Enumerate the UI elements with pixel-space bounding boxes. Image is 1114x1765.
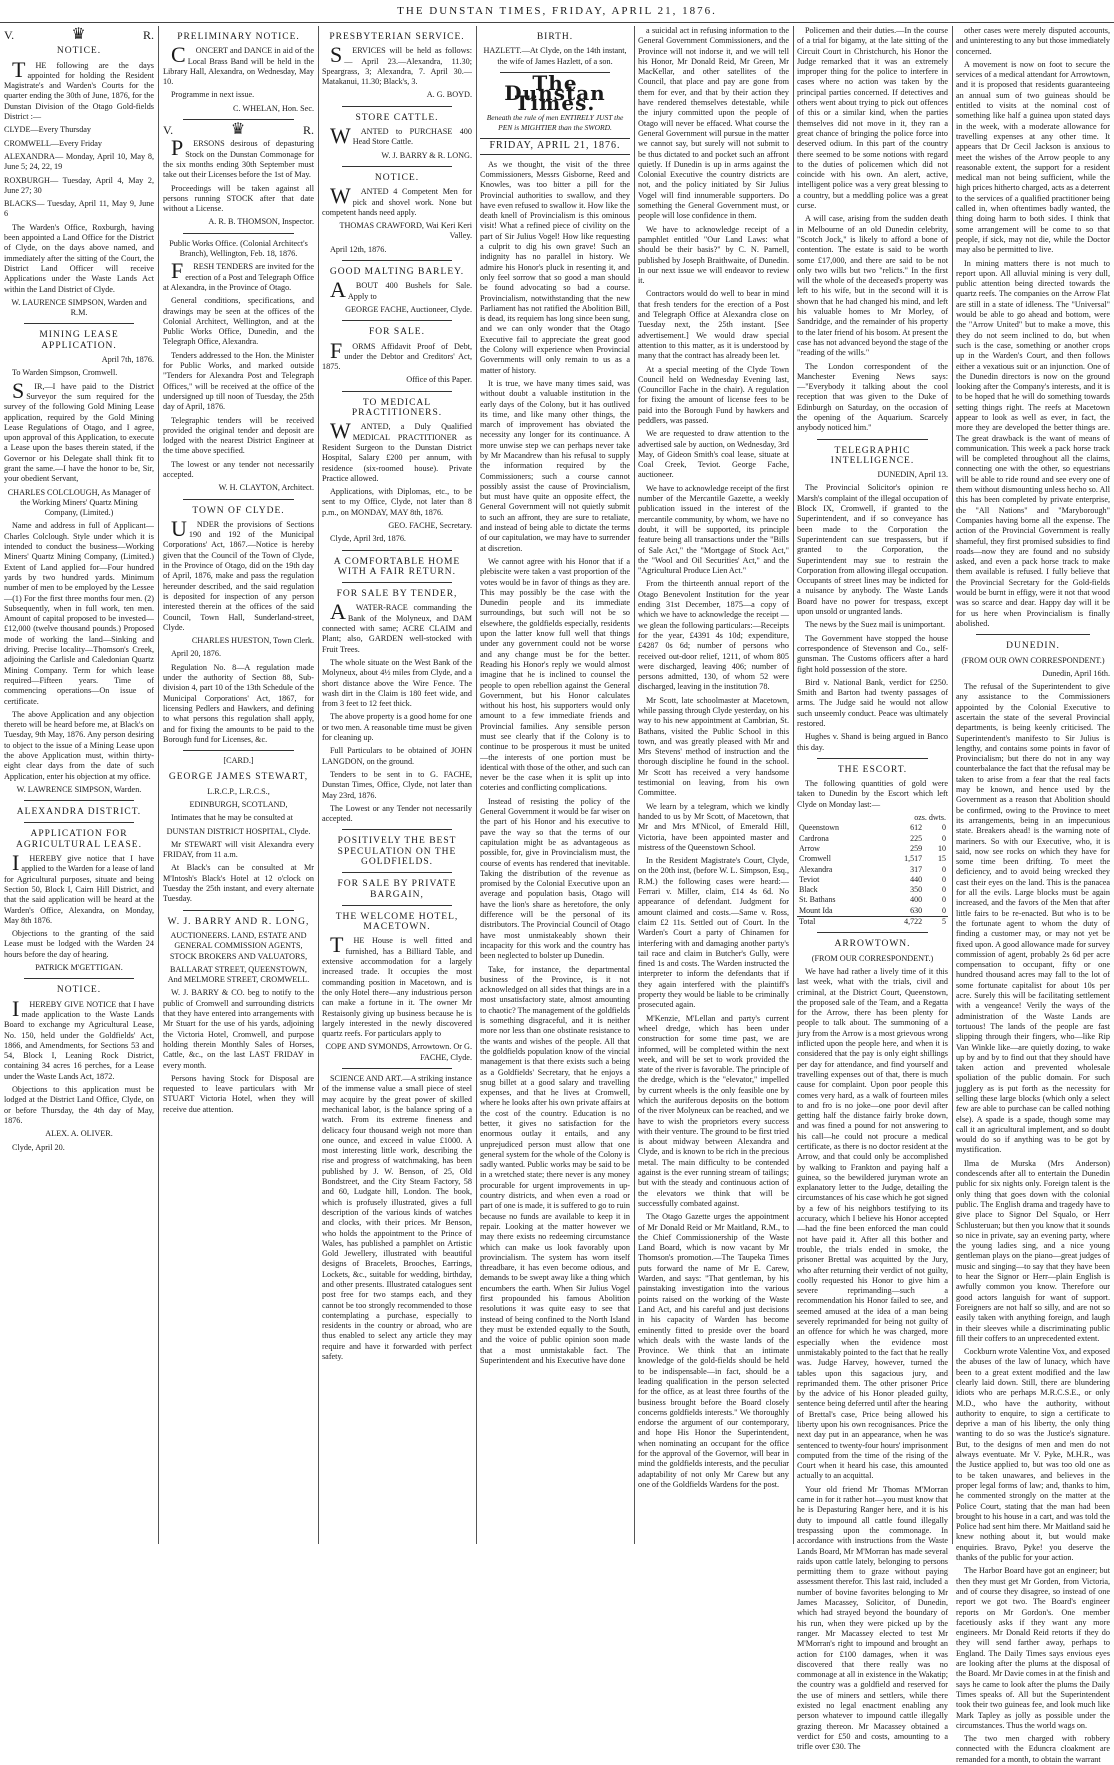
crown-icon: ♛ <box>230 121 246 139</box>
crown-icon: ♛ <box>71 26 86 43</box>
column-5: a suicidal act in refusing information to the General Government Commissioners, and the Province will not indorse it, and we will tell his Honor, Mr Donald Reid, Mr Green, Mr MacKellar, and other satellites of the Council, that place and pay are gone from them for ever, and that by their action they have rendered themselves detestable, while the injury committed upon the people of Otago will never be effaced. What course the General Government will pursue in the matter we cannot say, but surely will not submit to be thus dictated to and pocket such an affront quietly. If Dunedin is up in arms against the Colonial Executive the country districts are not, and the policy initiated by Sir Julius Vogel will find innumerable supporters. Do something the General Government must, or people will lose confidence in them. We have to acknowledge receipt of a pamphlet entitled "Our Land Laws: what should be their basis?" by C. N. Parnell, published by Joseph Braithwaite, of Dunedin. In our next issue we will endeavor to review it. Contractors would do well to bear in mind that fresh tenders for the erection of a Post and Telegraph Office at Alexandra close on Tuesday next, the 25th instant. [See advertisement.] We would draw special attention to this matter, as it is understood by many that the contract has already been let. At a special meeting of the Clyde Town Council held on Wednesday Evening last, (Councillor Fache in the chair). A regulation for fixing the amount of license fees to be paid into the Borough Fund by hawkers and peddlers, was passed. We are requested to draw attention to the advertised sale by auction, on Wednesday, 3rd May, of Gideon Smith's coal lease, situate at Coal Creek, Teviot. George Fache, auctioneer. We have to acknowledge receipt of the first number of the Mercantile Gazette, a weekly publication issued in the interest of the mercantile community, by whom, we have no doubt, it will be supported, its principle feature being all transactions under the "Bills of Sale Act," the "Mortgage of Stock Act," the "Wool and Oil Securities' Act," and the "Agricultural Produce Lien Act." From the thirteenth annual report of the Otago Benevolent Institution for the year ending 31st December, 1875—a copy of which we have to acknowledge the receipt —we glean the following particulars:—Receipts for the year, £4391 4s 10d; expenditure, £4287 0s 6d; number of persons who received out-door relief, 1211, of whom 805 were discharged, leaving 406; number of persons admitted, 130, of whom 52 were discharged, leaving in the institution 78. Mr Scott, late schoolmaster at Macetown, while passing through Clyde yesterday, on his way to his new appointment at Cambrian, St. Bathans, visited the Public School in this town, and was greatly pleased with Mr and Mrs Stevens' method of instruction and the thorough discipline he found in the school. Mr Scott has received a very handsome testimonial on leaving, from his own Committee. We learn by a telegram, which we kindly handed to us by Mr Scott, of Macetown, that Mr and Mrs M'Nicol, of Emerald Hill, Victoria, have been appointed master and mistress of the Queenstown School. In the Resident Magistrate's Court, Clyde, on the 20th inst, (before W. L. Simpson, Esq., R.M.) the following cases were heard:—Ferrari v. Miller, claim, £14 4s 6d. No appearance of defendant. Judgment for amount claimed and costs.—Same v. Ross, claim £2 11s. Settled out of Court. In the Warden's Court a party of Chinamen for interfering with and damaging another party's tail race and claim in Butcher's Gully, were fined 1s and costs. The Warden instructed the interpreter to inform the defendants that if they again interfered with the plaintiff's property they would be liable to be criminally prosecuted again. M'Kenzie, M'Lellan and party's current wheel dredge, which has been under construction for some time past, we are informed, will be completed within the next week, and will be set to work provided the state of the river is favorable. The principle of the dredge, which is the "elevator," impelled by current wheels is the only feasible one by which the auriferous deposits on the bottom of the river Molyneux can be reached, and we have to wish the proprietors every success with their venture. The ground to be first tried is about midway between Alexandra and Clyde, and is known to be rich in the precious metal. The main difficulty to be contended against is the ever running stream of tailings; but with the steady and continuous action of the elevators we think that will be successfully combated against. The Otago Gazette urges the appointment of Mr Donald Reid or Mr Maitland, R.M., to the Chief Commissionership of the Waste Land Board, which is now vacant by Mr Thomson's promotion.—The Taupeka Times puts forward the name of Mr E. Carew, Warden, and says: "That gentleman, by his painstaking investigation into the various points raised on the working of the Waste Land Act, and his careful and just decisions in his capacity of Warden has become eminently fitted to preside over the board which deals with the waste lands of the Province. We think that an intimate knowledge of the gold-fields should be held to be indispensable—in fact, should be a leading qualification in the person selected for the office, as at least three fourths of the business brought before the Board closely concerns goldfields interests." We thoroughly endorse the argument of our contemporary, and hope His Honor the Superintendent, when nominating an occupant for the office for the approval of the Governor, will bear in mind the goldfields interests, and the peculiar adaptability of not only Mr Carew but any one of the Goldfields Wardens for the post. <box>638 26 789 1489</box>
escort-row: Alexandra 317 0 <box>799 864 946 874</box>
escort-table: ozs. dwts. Queenstown 612 0 Cardrona 225 0 Arrow 259 10 Cromwell 1,517 15 Alexandra 317 0 Teviot 440 0 Black 350 0 St. Bathans 400 0 Mount Ida 630 0 Total 4,722 5 <box>799 813 946 927</box>
escort-row: St. Bathans 400 0 <box>799 895 946 905</box>
escort-row: Arrow 259 10 <box>799 843 946 853</box>
escort-row: Mount Ida 630 0 <box>799 905 946 915</box>
escort-row: Teviot 440 0 <box>799 874 946 884</box>
issue-date: FRIDAY, APRIL 21, 1876. <box>480 138 630 154</box>
column-3: PRESBYTERIAN SERVICE. SERVICES will be held as follows:— April 23.—Alexandra, 11.30; Speargrass, 3; Alexandra, 7. April 30.—Matakanui, 11.30; Black's, 3. A. G. BOYD. STORE CATTLE. WANTED to PURCHASE 400 Head Store Cattle. W. J. BARRY & R. LONG. NOTICE. WANTED 4 Competent Men for pick and shovel work. None but competent hands need apply. THOMAS CRAWFORD, Wai Keri Keri Valley. April 12th, 1876. GOOD MALTING BARLEY. ABOUT 400 Bushels for Sale. Apply to GEORGE FACHE, Auctioneer, Clyde. FOR SALE. FORMS Affidavit Proof of Debt, under the Debtor and Creditors' Act, 1875. Office of this Paper. TO MEDICAL PRACTITIONERS. WANTED, a Duly Qualified MEDICAL PRACTITIONER as Resident Surgeon to the Dunstan District Hospital, Salary £200 per annum, with residence (six-roomed house). Private Practice allowed. Applications, with Diplomas, etc., to be sent to my Office, Clyde, not later than 8 p.m., on MONDAY, MAY 8th, 1876. GEO. FACHE, Secretary. Clyde, April 3rd, 1876. A COMFORTABLE HOME WITH A FAIR RETURN. FOR SALE BY TENDER, AWATER-RACE commanding the Bank of the Molyneux, and DAM connected with same; ACRE CLAIM and Plant; also, GARDEN well-stocked with Fruit Trees. The whole situate on the West Bank of the Molyneux, about 4½ miles from Clyde, and a short distance above the Wire Fence. The wash dirt in the Claim is 180 feet wide, and from 3 feet to 12 feet thick. The above property is a good home for one or two men. A reasonable time must be given for cleaning up. Full Particulars to be obtained of JOHN LANGDON, on the ground. Tenders to be sent in to G. FACHE, Dunstan Times, Office, Clyde, not later than May 23rd, 1876. The Lowest or any Tender not necessarily accepted. POSITIVELY THE BEST SPECULATION ON THE GOLDFIELDS. FOR SALE BY PRIVATE BARGAIN, THE WELCOME HOTEL, MACETOWN. THE House is well fitted and furnished, has a Billiard Table, and extensive accommodation for a largely increased trade. It occupies the most commanding position in Macetown, and is the only Hotel there—any industrious person can make a fortune in it. The owner Mr Restaisonly giving up business because he is largely interested in the newly discovered quartz reefs. For particulars apply to COPE AND SYMONDS, Arrowtown. Or G. FACHE, Clyde. SCIENCE AND ART.—A striking instance of the immense value a small piece of steel may acquire by the great power of skilled mechanical labor, is the balance spring of a watch. From its extreme fineness and delicacy four thousand weigh not more than one ounce, and exceed in value £1000. A most interesting little work, describing the rise and progress of watchmaking, has been published by J. W. Benson, of 25, Old Bondstreet, and the City Steam Factory, 58 and 60, Ludgate hill, London. The book, which is profusely illustrated, gives a full description of the various kinds of watches and clocks, with their prices. Mr Benson, who holds the appointment to the Prince of Wales, has published a pamphlet on Artistic Gold Jewellery, illustrated with beautiful designs of Bracelets, Brooches, Earrings, Lockets, &c., suitable for wedding, birthday, and other presents. Illustrated catalogues sent post free for two stamps each, and they cannot be too strongly recommended to those contemplating a purchase, especially to residents in the country or abroad, who are thus enabled to select any article they may require and have it forwarded with perfect safety. <box>322 32 472 1362</box>
escort-row: Queenstown 612 0 <box>799 823 946 833</box>
column-6: Policemen and their duties.—In the course of a trial for bigamy, at the late sitting of the Circuit Court in Christchurch, his Honor the Judge remarked that it was an extremely improper thing for the police to interfere in cases where no action was taken by the principal parties concerned. If detectives and others went about trying to pick out offences of this or a similar kind, when the parties themselves did not move in it, they ran a great chance of bringing the police force into deserved odium. In this part of the country there seemed to be some notions with regard to the duties of policemen which did not coincide with his own. An alert, active, intelligent police was a very great blessing to a country, but a meddling police was a great curse. A will case, arising from the sudden death in Melbourne of an old Dunedin celebrity, "Scotch Jock," is likely to afford a bone of contention. The estate is said to be worth some £17,000, and there are said to be not only two wills but two "relicts." In the first will the whole of the deceased's property was left to his wife, but in the second will it is shown that he had changed his mind, and left his valuable homes to Mr Morley, of Sandridge, and the remainder of his property to the later friend of his bosom. At present the case has not advanced beyond the stage of the "reading of the wills." The London correspondent of the Manchester Evening News says:—"Everybody it talking about the cool reception that was given to the Duke of Edinburgh on Saturday, on the occasion of the opening of the Aquarium. Scarcely anybody noticed him." TELEGRAPHIC INTELLIGENCE. DUNEDIN, April 13. The Provincial Solicitor's opinion re Marsh's complaint of the illegal occupation of Block IX, Cromwell, if granted to the Superintendent, and if so conveyance has been made to the Corporation the Superintendent can sue trespassers, but if granted to the Corporation, the Superintendent may sue to restrain the Corporation from allowing illegal occupation. Occupants of street lines may be indicted for a nuisance by anybody. The Waste Lands Board have no power for trespass, except upon unsold or ungranted lands. The news by the Suez mail is unimportant. The Government have stopped the house correspondence of Stevenson and Co., self-gunsman. The Customs officers after a hard fight hold possession of the store. Bird v. National Bank, verdict for £250. Smith and Barton had twenty passages of arms. The Judge said he would not allow such unseemly conduct. Peace was ultimately restored. Hughes v. Shand is being argued in Banco this day. THE ESCORT. The following quantities of gold were taken to Dunedin by the Escort which left Clyde on Monday last:— ozs. dwts. Queenstown 612 0 Cardrona 225 0 Arrow 259 10 Cromwell 1,517 15 Alexandra 317 0 Teviot 440 0 Black 350 0 St. Bathans 400 0 Mount Ida 630 0 Total 4,722 5 ARROWTOWN. (FROM OUR CORRESPONDENT.) We have had rather a lively time of it this last week, what with the trials, civil and criminal, at the District Court, Queenstown, the proposed sale of the Team, and a Regatta for the Arrow, there has been plenty for people to talk about. The summoning of a jury from the Arrow is a most grievous wrong inflicted upon the people here, and when it is considered that the pay is only eight shillings per day for attendance, and find yourself and travelling expenses out of that, there is much cause for complaint. Upon poor people this comes very hard, as a walk of fourteen miles to and fro is no joke—one poor devil after getting half the distance fairly broke down, and was fined a pound for not answering to his call—he could not procure a medical certificate, as there is no doctor resident at the Arrow, and that could only be accomplished by walking to Frankton and paying half a guinea, so the bewildered juryman wrote an explanatory letter to the Judge, detailing the circumstances of his case which he got signed by a few of his neighbors testifying to its accuracy, which I believe his Honor accepted—had the fine been enforced the man could not have paid it. After all this bother and trouble, the trials ended in smoke, the prisoner Brettal was acquitted by the Jury, who after returning their verdict of not guilty, coolly requested his Honor to give him a severe reprimanding—such a recommendation his Honor failed to see, and seemed amused at the idea of a man being severely reprimanded for being not guilty of an offence for which he was charged, more especially when the evidence most unmistakably pointed to the fact that he really was. Judge Harvey, however, turned the tables upon this sagacious jury, and reprimanded them. The other prisoner Price by the advice of his Honor pleaded guilty, sentence being deferred until after the hearing of Brettal's case, Price being allowed his liberty upon his own recognisances. Price the next day put in an appearance, when he was sentenced to twenty-four hours' imprisonment computed from the time of the rising of the Court when it heard his case, this amounted actually to an acquittal. Your old friend Mr Thomas M'Morran came in for it rather hot—you must know that he is Depasturing Ranger here, and it is his duty to impound all cattle found illegally trespassing upon the commonage. In accordance with instructions from the Waste Lands Board, Mr M'Morran has made several raids upon cattle lately, belonging to persons permitting them to graze without paying assessment therefor. This last raid, included a number of bovine favorites belonging to Mr James Macassey, Solicitor, of Dunedin, which had strayed beyond the boundary of his run, when they were picked up by the ranger. Mr Macassey elected to test Mr M'Morran's right to impound and brought an action for £100 damages, when it was discovered that there really was no commonage at all in existence in the Wakatip; the country was a goldfield and reserved for the use of miners and settlers, while there existed no legal enactment enabling any person whatever to impound cattle illegally grazing thereon. Mr Macassey obtained a verdict for £50 and costs, amounting to a trifle over £30. The <box>797 26 948 1752</box>
notice-heading: NOTICE. <box>56 46 102 57</box>
column-2: PRELIMINARY NOTICE. CONCERT and DANCE in aid of the Local Brass Band will be held in the Library Hall, Alexandra, on Wednesday, May 10. Programme in next issue. C. WHELAN, Hon. Sec. V. ♛ R. PERSONS desirous of depasturing Stock on the Dunstan Commonage for the six months ending 30th September must take out their Licenses before the 1st of May. Proceedings will be taken against all persons running STOCK after that date without a License. A. R. B. THOMSON, Inspector. Public Works Office. (Colonial Architect's Branch), Wellington, Feb. 18, 1876. FRESH TENDERS are invited for the erection of a Post and Telegraph Office at Alexandra, in the Province of Otago. General conditions, specifications, and drawings may be seen at the offices of the Colonial Architect, Wellington, and at the Public Works Office, Dunedin, and the Telegraph Office, Alexandra. Tenders addressed to the Hon. the Minister for Public Works, and marked outside "Tenders for Alexandra Post and Telegraph Offices," will be received at the office of the undersigned up till noon of Tuesday, the 25th day of April, 1876. Telegraphic tenders will be received provided the original tender and deposit are lodged with the nearest District Engineer at the time above specified. The lowest or any tender not necessarily accepted. W. H. CLAYTON, Architect. TOWN OF CLYDE. UNDER the provisions of Sections 190 and 192 of the Municipal Corporations' Act, 1867.—Notice is hereby given that the Council of the Town of Clyde, in the Province of Otago, did on the 19th day of April, 1876, make and pass the regulation hereunder described, and the said regulation is deposited for inspection of any person interested therein at the offices of the said Council, Town Hall, Sunderland-street, Clyde. CHARLES HUESTON, Town Clerk. April 20, 1876. Regulation No. 8—A regulation made under the authority of Section 88, Sub-division 4, part 10 of the 13th Schedule of the Municipal Corporations' Act, 1867, for licensing Pedlers and Hawkers, and defining to what persons this regulation shall apply, and for fixing the amounts to be paid to the Borough fund for Licenses, &c. [CARD.] GEORGE JAMES STEWART, L.R.C.P., L.R.C.S., EDINBURGH, SCOTLAND, Intimates that he may be consulted at DUNSTAN DISTRICT HOSPITAL, Clyde. Mr STEWART will visit Alexandra every FRIDAY, from 11 a.m. At Black's can be consulted at Mr M'Intosh's Black's Hotel at 12 o'clock on Tuesday the 25th instant, and every alternate Tuesday. W. J. BARRY AND R. LONG, AUCTIONEERS. LAND, ESTATE AND GENERAL COMMISSION AGENTS, STOCK BROKERS AND VALUATORS, BALLARAT STREET, QUEENSTOWN, And MELMORE STREET, CROMWELL. W. J. BARRY & CO. beg to notify to the public of Cromwell and surrounding districts that they have entered into arrangements with Mr Stuart for the use of his yards, adjoining the Victoria Hotel, Cromwell, and purpose holding therein Monthly Sales of Horses, Cattle, &c., on the last LAST FRIDAY in every month. Persons having Stock for Disposal are requested to leave particulars with Mr STUART Victoria Hotel, when they will receive due attention. <box>163 32 314 1114</box>
escort-row: Black 350 0 <box>799 885 946 895</box>
escort-row: Cardrona 225 0 <box>799 833 946 843</box>
escort-row: Cromwell 1,517 15 <box>799 854 946 864</box>
column-1: V. ♛ R. NOTICE. THE following are the days appointed for holding the Resident Magistrate's and Warden's Courts for the quarter ending the 30th of June, 1876, for the Dunstan Division of the Otago Gold-fields District :— CLYDE—Every Thursday CROMWELL—Every Friday ALEXANDRA— Monday, April 10, May 8, June 5; 24, 22, 19 ROXBURGH— Tuesday, April 4, May 2, June 27; 30 BLACKS— Tuesday, April 11, May 9, June 6 The Warden's Office, Roxburgh, having been appointed a Land Office for the District of Clyde, on the days above named, and immediately after the sitting of the Court, the District Land Officer will receive Applications under the Waste Lands Act within the Land District of Clyde. W. LAURENCE SIMPSON, Warden and R.M. MINING LEASE APPLICATION. April 7th, 1876. To Warden Simpson, Cromwell. SIR,—I have paid to the District Surveyor the sum required for the survey of the following Gold Mining Lease application, required by the Gold Mining Lease Regulations of Otago, and I agree, upon approval of this Application, to execute a Lease upon the bases therein stated, if the Governor or his Delegate shall think fit to grant the same.—I have the honor to be, Sir, your obedient Servant, CHARLES COLCLOUGH, As Manager of the Working Miners' Quartz Mining Company, (Limited.) Name and address in full of Applicant—Charles Colclough. Style under which it is intended to conduct the business—Working Miners' Quartz Mining Company, (Limited.) Extent of Land applied for—Four hundred yards by two hundred yards. Minimum number of men to be employed by the Lessee—(1) For the first three months four men. (2) Subsequently, when in full work, ten men. Amount of capital proposed to be invested—£12,000 (twelve thousand pounds.) Proposed mode of working the land—Sinking and driving. Precise locality—Thomson's Creek, adjoining the Carlisle and Caledonian Quartz Mining Company. Term for which lease required—Fifteen years. Time of commencing operations—On issue of certificate. The above Application and any objection thereto will be heard before me, at Black's on Tuesday, 9th May, 1876. Any person desiring to object to the issue of a Mining Lease upon the above Application must, within thirty-eight clear days from the date of such Application, enter his objection at my office. W. LAWRENCE SIMPSON, Warden. ALEXANDRA DISTRICT. APPLICATION FOR AGRICULTURAL LEASE. IHEREBY give notice that I have applied to the Warden for a lease of land for Agricultural purposes, situate and being Section 50, Block I, Cairn Hill District, and that the said application will be heard at the Warden's Office, Alexandra, on Monday, May 8th 1876. Objections to the granting of the said Lease must be lodged with the Warden 24 hours before the day of hearing. PATRICK M'GETTIGAN. NOTICE. IHEREBY GIVE NOTICE that I have made application to the Waste Lands Board to exchange my Agricultural Lease, No. 150, held under the Goldfields' Act, 1866, and Amendments, for Sections 53 and 54, Block I, Leaning Rock District, containing 34 acres 16 perches, for a Lease under the Waste Lands Act, 1872. Objections to this application must be lodged at the District Land Office, Clyde, on or before Thursday, the 4th day of May, 1876. ALEX. A. OLIVER. Clyde, April 20. <box>4 26 154 1152</box>
royal-crest: V. ♛ R. <box>163 121 314 139</box>
royal-crest: V. ♛ R. <box>4 26 154 43</box>
column-7: other cases were merely disputed accounts, and uninteresting to any but those immediately concerned. A movement is now on foot to secure the services of a medical attendant for Arrowtown, and it is proposed that residents guaranteeing an annual sum of two guineas should be entitled to visits at the nominal cost of something like half a guinea upon stated days in the week, with a moderate allowance for travelling expenses at any other time. It appears that Dr Cecil Jackson is anxious to meet the wishes of the Arrow people to any reasonable extent, the support for a resident medical man not being sufficient, while the high prices hitherto charged, acts as a deterrent to the services of a qualified practitioner being called in, when oftentimes badly wanted, the thing doing harm to both sides. I think that some arrangement will be come to so that people, if sick, may not die, while the Doctor may also be permitted to live. In mining matters there is not much to report upon. All alluvial mining is very dull, public attention being directed towards the quartz reefs. The companies on the Arrow Flat are still in a state of idleness. The "Universal" would be able to go ahead and bottom, were the "Arrow United" but to make a move, this they do not seem inclined to do, but when such is the case, something or another crops up in the Warden's Court, and then follows either a vexatious suit or an injunction. One of the Dunedin directors is now on the ground looking after the Company's interests, and it is to be hoped that he will do something towards setting things right. The reefs at Macetown appear to look as well as ever, in fact, the more they are developed the better things are. The great drawback is the want of means of communication. This week a pack horse track will be completed throughout all the claims, connecting one with the other, so equestrians will be able to ride round and see every one of them without dismounting unless hecho so. All this has been completed by private enterprise, the "All Nations" and "Maryborough" Companies having borne all the expense. The action of the Provincial Government is really shameful, they first promised subsidies to find roads—now they are found and no subsidy asked, and even a pack horse track to make them available is refused. I fully believe that the Provincial Secretary for the Gold-fields would be burnt in effigy, were it not that wood was so scarce and dear. Happy day will it be for us here when Provincialism is finally abolished. DUNEDIN. (FROM OUR OWN CORRESPONDENT.) Dunedin, April 16th. The refusal of the Superintendent to give any assistance to the Commissioners appointed by the Colonial Executive to ascertain the state of the several Provincial departments, is being keenly criticised. The Superintendent's manifesto to Sir Julius is lengthy, and contains some points in favor of Provincialism; but there do not in any way counterbalance the fact that the refusal may be taken to arise from a fear that the real facts may be known, and hence used by the Government as a reason that Abolition should be confirmed, owing to the Province to meet its arrangements, being in an impecunious state. Breakers ahead! is the warning note of mariners. So with our Executive, who, it is said, now see rocks on which they have for some time been drifting. To meet the deficiency, and to avoid being wrecked they cast their eyes on the land. This is the panacea for all the evils. Large blocks must be again increased, and the favors of the Men that after little fairs to be re-enacted. But who is to be the fortunate agent to whom the duty of finding a customer may, or may not yet be fixed upon. A good allowance made for survey commission of agent, probably 2s 6d per acre compensation to occupant, fifty or one hundred thousand acres may fall to the lot of some fortunate capitalist for about 10s per acre. Surely this will be facilitating settlement with a vengeance! Verily the ways of the administration of the Waste Lands are tortuous! The lands of the people are fast slipping through their fingers, who—like Rip Van Winkle like—are quietly dozing, to wake up by and by to find out that they should have taken action and prevented wholesale spoliation of the public domain. For such jugglery as is put forth as the necessity for selling these large blocks (which only a select few are able to purchase can be called nothing else). A spade is a spade, though some may call it an agricultural implement, and so doubt would do so if anything was to be got by mystification. Ilma de Murska (Mrs Anderson) condescends after all to entertain the Dunedin public for six nights only. Foreign talent is the only thing that goes down with the colonial public. The English drama and tragedy have to give place to Signor Del Squalo, or Herr Schlusteruan; but then you know that it sounds so nice in private, say an evening party, where the young ladies sing, and a nice young gentleman plays on the piano—great judges of music and singing—to say that they have been to hear the Signor or Herr—plain English is awfully common you know. Therefore our good actors languish for want of support. Foreigners are not half so silly, and are not so easily taken with anything foreign, and laugh in their sleeves while a discriminating public fill their coffers to an unprecedented extent. Cockburn wrote Valentine Vox, and exposed the abuses of the law of lunacy, which have been to a great extent modified and the law clearly laid down. Still, there are blundering idiots who are perhaps M.R.C.S.E., or only M.D., who have the authority, without authority to enquire, to sign a certificate to deprive a man of his liberty, the only thing wanting to do so was the Justice's signature. But, to the designs of men and men do not always eventuate. Mr V. Pyke, M.H.R., was the Justice applied to, but was too old one as to be taken unawares, and believes in the proper legal forms of law; and, thanks to him, he commented strongly on the matter at the Police Court, stating that the man had been brought to his house in a cart, and was told the Police had sent him there. Mr Maitland said he knew nothing about it, but would make enquiries. Bravo, Pyke! you deserve the thanks of the public for your action. The Harbor Board have got an engineer; but then they must get Mr Gorden, from Victoria, and of course they disagree, so instead of one report we got two. The Board's engineer reports on Mr Gordon's. One member facetiously asks if they want any more engineers. Mr Donald Reid retorts if they do they will send farther away, perhaps to England. The Daily Times says envious eyes are looking after the plums at the disposal of the Board. Mr Davie comes in at the finish and says he came to look after the plums the Daily Times speaks of. All but the Superintendent took their two guineas fee, and look much like Mark Tapley as jolly as possible under the circumstances. Thus the world wags on. The two men charged with robbery connected with the Eduncra cloakment are remanded for a month, to obtain the warrant <box>956 26 1110 1764</box>
masthead: THE DUNSTAN TIMES, FRIDAY, APRIL 21, 1876. <box>0 0 1114 23</box>
column-4: BIRTH. HAZLETT.—At Clyde, on the 14th instant, the wife of James Hazlett, of a son. The Dunstan Times. Beneath the rule of men ENTIRELY JUST the PEN is MIGHTIER than the SWORD. FRIDAY, APRIL 21, 1876. As we thought, the visit of the three Commissioners, Messrs Gisborne, Reed and Knowles, was too bitter a pill for the Provincial authorities to swallow, and they have even refused to swallow it. How like the death knell of Provincialism is this ominous visit! What a refined piece of civility on the part of Sir Julius Vogel! How like requesting a culprit to dig his own grave! Such an indignity has no parallel in history. We admire his Honor's pluck in resenting it, and only feel sorrow that so good a man should be found advocating so bad a course. Provincialism, notwithstanding that the new Parliament has not ratified the Abolition Bill, is dead, its requiem has long since been sung, and we can only wonder that the Otago Executive fail to appreciate the great good the Colony will experience when Provincial Governments will only remain to us as a matter of history. It is true, we have many times said, was without doubt a valuable institution in the early days of the Colony, but it has outlived its time, and like many other things, the march of improvement has obviated the necessity any longer for its continuance. A more unwise step we can perhaps never take by Mr Macandrew than his refusal to supply the information required by the Commissioners; such a course cannot possibly assist the cause of Provincialism, but must have quite an opposite effect, the General Government will not quietly submit to such an affront, they are sure to retaliate, and instead of being able to dictate the terms of our capitulation, we may have to surrender at discretion. We cannot agree with his Honor that if a plebiscite were taken a vast proportion of the votes would be in favor of things as they are. This may possibly be the case with the Dunedin people and its immediate surroundings, but such will not be so elsewhere, the goldfields especially, residents upon the latter know full well that things under any government could not be worse and any change must be for the better. Reading his Honor's reply we would almost imagine that he is inclined to counsel the people to open rebellion against the General Government, but his Honor calculates without his host, his supporters would only amount to a few immediate friends and Provincial families. Any sensible person must see clearly that if the Colony is to continue to be prosperous it must be united —the interests of one portion must be identical with those of the other, and such can never be the case when it is split up into coteries and conflicting complications. Instead of resisting the policy of the General Government it would be far wiser on the part of his Honor and his executive to pave the way so that the terms of our capitulation might be as advantageous as possible, for, give in Provincialism must, the course of events has rendered that inevitable. Taking the distribution of the revenue as promised by the Colonial Executive upon an average and population basis, Otago will have the lion's share as heretofore, the only difference will be the personal of its distributors. The Provincial Council of Otago have most unmistakeably shown their incapacity for this work and the country has been neglected to bolster up Dunedin. Take, for instance, the departmental business of the Province, is it not acknowledged on all sides that things are in a most unsatisfactory state, almost amounting to chaotic? The management of the goldfields is something disgraceful, and it is neither more nor less than one obstinate resistance to the wants and wishes of the people. All that the goldfields population know of the vincial management is that there exists such a being as a Goldfields' Secretary, that he enjoys a snug billet at a good salary and travelling expenses, and that he lives at Cromwell, where he looks after his own private affairs at the cost of the country. Education is no better, it gives no satisfaction for the enormous outlay it entails, and any unprejudiced person must allow that one general system for the whole of the Colony is sadly wanted. Public works may be said to be in a wretched state; there never is any money procurable for urgent improvements in up-country districts, and when even a road or part of one is made, it is suffered to go to ruin because no funds are available to keep it in repair. Looking at the matter however we may there exists no redeeming circumstance which can make us look favorably upon provincialism. The system has worn itself threadbare, it has even become odious, and demands to be swept away like a thing which encumbers the earth. When Sir Julius Vogel first propounded his famous Abolition resolutions it was quite easy to see that instead of being confined to the North Island they must be extended equally to the South, and the voice of public opinion soon made that a most unmistakable fact. The Superintendent and his Executive have done <box>480 32 630 1365</box>
mining-lease-heading: MINING LEASE APPLICATION. <box>39 330 119 351</box>
newspaper-title: The Dunstan Times. <box>504 70 606 116</box>
